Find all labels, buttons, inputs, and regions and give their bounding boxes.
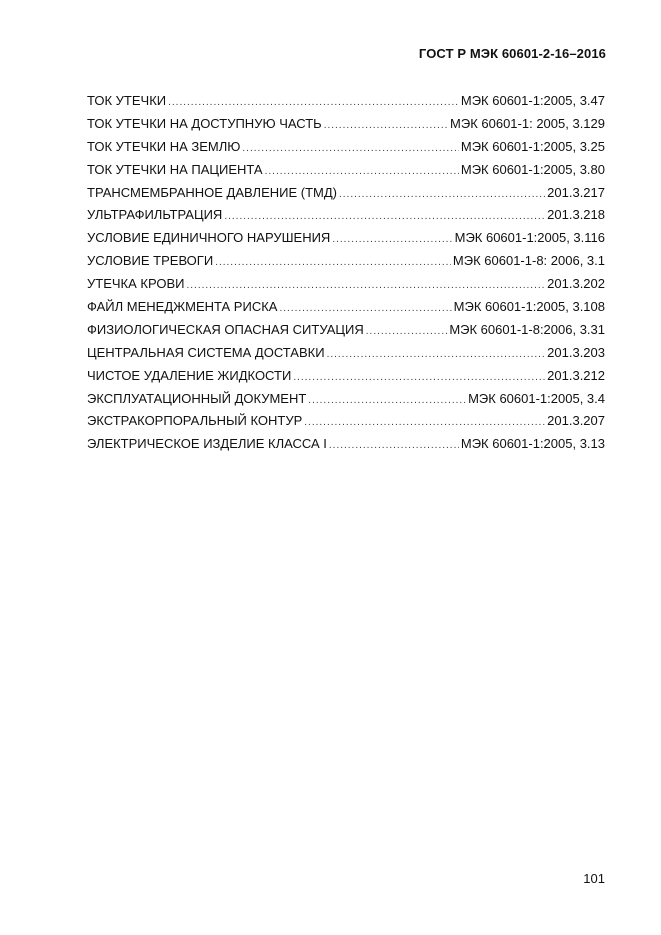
dot-leader <box>168 92 459 115</box>
index-reference: МЭК 60601-1-8: 2006, 3.1 <box>452 253 605 269</box>
index-reference: 201.3.202 <box>547 276 605 292</box>
index-entry <box>87 113 605 136</box>
index-term: ТОК УТЕЧКИ НА ЗЕМЛЮ <box>87 138 241 154</box>
index-reference: МЭК 60601-1-8:2006, 3.31 <box>449 321 605 337</box>
index-entry <box>87 227 605 250</box>
index-reference: МЭК 60601-1:2005, 3.108 <box>453 299 605 315</box>
index-entry <box>87 204 605 227</box>
index-reference: МЭК 60601-1:2005, 3.13 <box>460 436 605 452</box>
dot-leader <box>304 412 545 435</box>
index-entry <box>87 250 605 273</box>
index-entry <box>87 433 605 456</box>
index-entry <box>87 182 605 205</box>
dot-leader <box>366 321 448 344</box>
index-entry <box>87 342 605 365</box>
dot-leader <box>308 390 466 413</box>
index-term: ЦЕНТРАЛЬНАЯ СИСТЕМА ДОСТАВКИ <box>87 344 325 360</box>
dot-leader <box>332 229 452 252</box>
index-entry <box>87 319 605 342</box>
index-term: УСЛОВИЕ ТРЕВОГИ <box>87 253 214 269</box>
index-term: ЭЛЕКТРИЧЕСКОЕ ИЗДЕЛИЕ КЛАССА I <box>87 436 327 452</box>
index-entry <box>87 296 605 319</box>
index-entry <box>87 410 605 433</box>
index-reference: 201.3.212 <box>547 367 605 383</box>
index-term: ТРАНСМЕМБРАННОЕ ДАВЛЕНИЕ (ТМД) <box>87 184 337 200</box>
index-reference: 201.3.203 <box>547 344 605 360</box>
index-term: ТОК УТЕЧКИ НА ПАЦИЕНТА <box>87 161 263 177</box>
index-reference: МЭК 60601-1:2005, 3.116 <box>454 230 605 246</box>
index-entry <box>87 365 605 388</box>
index-term: ТОК УТЕЧКИ <box>87 93 167 108</box>
index-term: ФИЗИОЛОГИЧЕСКАЯ ОПАСНАЯ СИТУАЦИЯ <box>87 321 364 337</box>
index-reference: МЭК 60601-1:2005, 3.47 <box>460 93 605 108</box>
index-term: ФАЙЛ МЕНЕДЖМЕНТА РИСКА <box>87 299 278 315</box>
index-term: УЛЬТРАФИЛЬТРАЦИЯ <box>87 207 223 223</box>
index-reference: МЭК 60601-1:2005, 3.80 <box>460 161 605 177</box>
index-term: ЭКСПЛУАТАЦИОННЫЙ ДОКУМЕНТ <box>87 390 307 406</box>
dot-leader <box>279 298 451 321</box>
index-reference: 201.3.217 <box>547 184 605 200</box>
index-reference: 201.3.207 <box>547 413 605 429</box>
dot-leader <box>215 252 451 275</box>
index-term: ТОК УТЕЧКИ НА ДОСТУПНУЮ ЧАСТЬ <box>87 115 322 131</box>
dot-leader <box>186 275 545 298</box>
index-entry <box>87 388 605 411</box>
index-term: ЧИСТОЕ УДАЛЕНИЕ ЖИДКОСТИ <box>87 367 292 383</box>
document-header: ГОСТ Р МЭК 60601-2-16–2016 <box>418 46 606 61</box>
dot-leader <box>293 367 545 390</box>
index-entry <box>87 90 605 113</box>
dot-leader <box>327 344 546 367</box>
dot-leader <box>242 138 458 161</box>
index-term: УСЛОВИЕ ЕДИНИЧНОГО НАРУШЕНИЯ <box>87 230 331 246</box>
dot-leader <box>339 184 545 207</box>
index-list <box>87 90 605 456</box>
index-entry <box>87 136 605 159</box>
dot-leader <box>324 115 448 138</box>
index-entry <box>87 273 605 296</box>
index-term: ЭКСТРАКОРПОРАЛЬНЫЙ КОНТУР <box>87 413 303 429</box>
index-entry <box>87 159 605 182</box>
dot-leader <box>224 206 545 229</box>
index-reference: 201.3.218 <box>547 207 605 223</box>
dot-leader <box>265 161 459 184</box>
page-number: 101 <box>583 871 605 886</box>
index-reference: МЭК 60601-1: 2005, 3.129 <box>450 115 605 131</box>
index-reference: МЭК 60601-1:2005, 3.25 <box>460 138 605 154</box>
dot-leader <box>329 435 459 458</box>
index-reference: МЭК 60601-1:2005, 3.4 <box>468 390 605 406</box>
index-term: УТЕЧКА КРОВИ <box>87 276 185 292</box>
